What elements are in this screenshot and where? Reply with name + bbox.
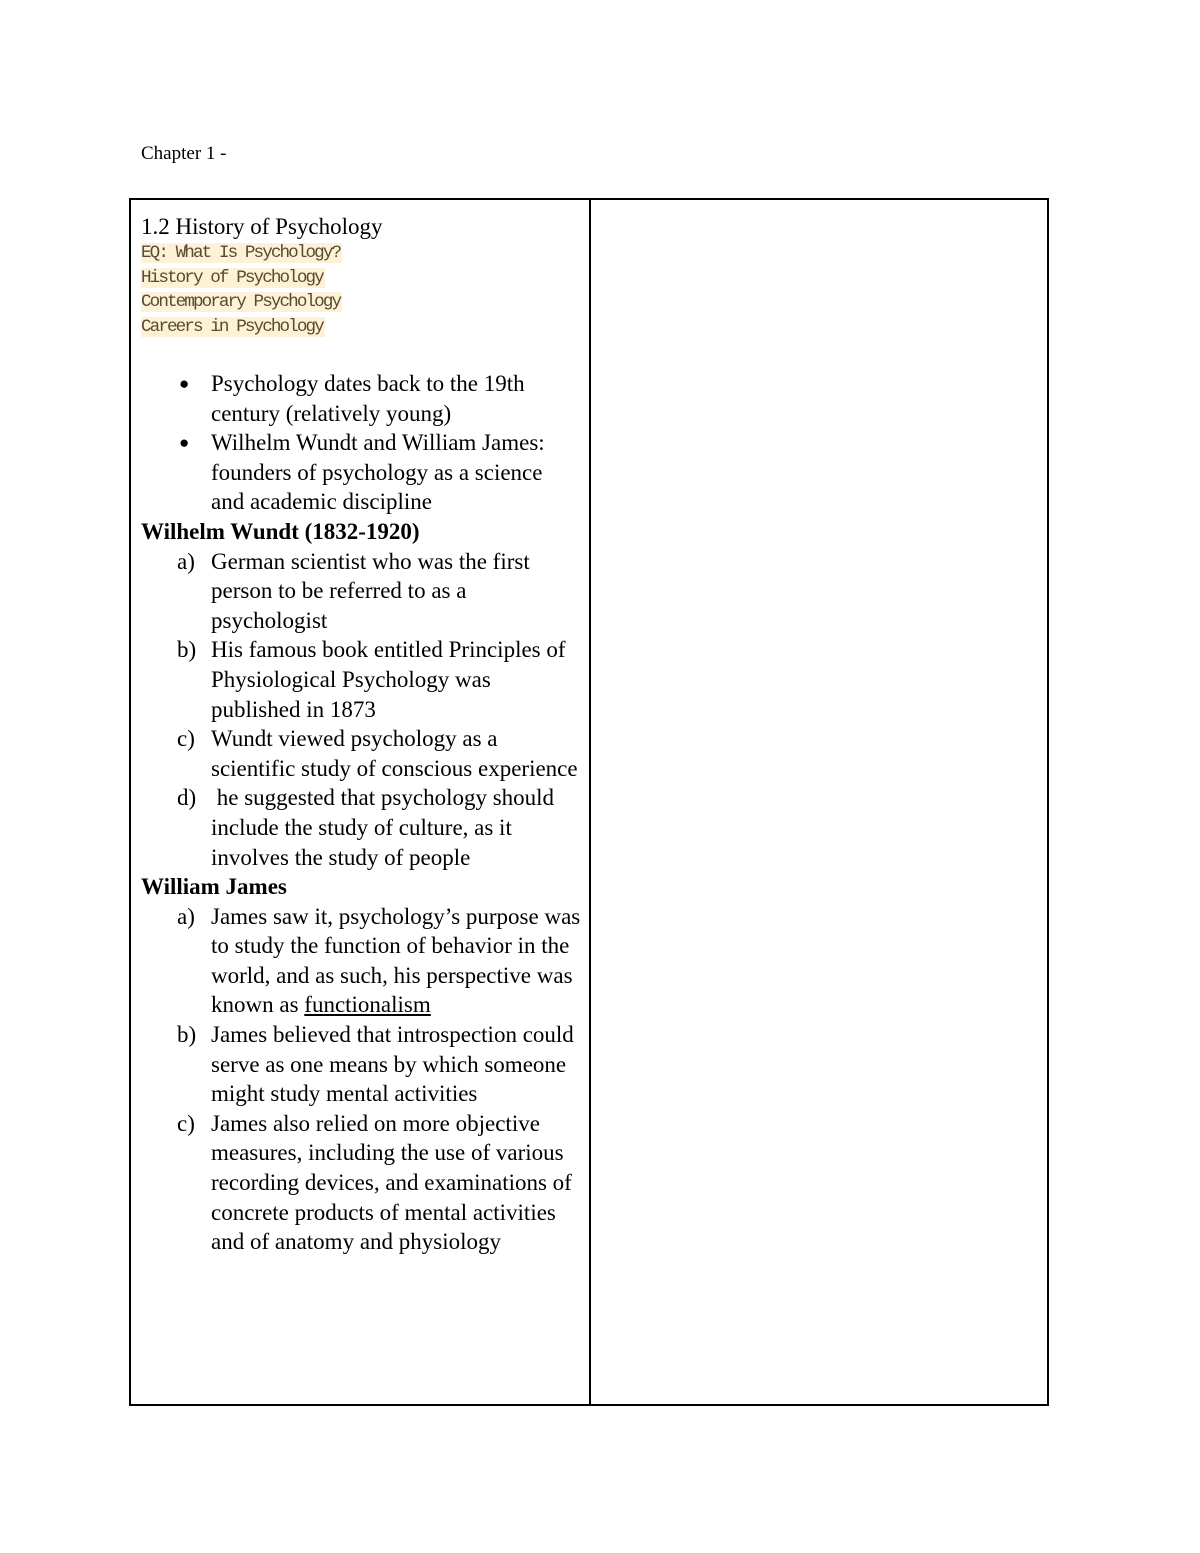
list-item-text [211, 902, 581, 1020]
bullet-icon: ● [179, 374, 190, 393]
list-marker: b) [177, 1022, 197, 1048]
list-item [141, 428, 589, 517]
intro-bullet-list [141, 369, 589, 517]
wundt-heading: Wilhelm Wundt (1832-1920) [141, 518, 420, 544]
outline-item: Careers in Psychology [141, 316, 323, 337]
list-item [141, 369, 589, 428]
chapter-label: Chapter 1 - [141, 143, 227, 164]
list-marker: c) [177, 1110, 195, 1136]
list-marker: b) [177, 637, 197, 663]
list-item [141, 635, 589, 724]
section-outline [141, 241, 589, 339]
bullet-text: Wilhelm Wundt and William James: founders of psychology as a science and academic discipline [211, 430, 545, 515]
list-item [141, 1020, 589, 1109]
list-marker: a) [177, 548, 195, 574]
list-item [141, 902, 589, 1020]
list-item [141, 547, 589, 636]
outline-item: Contemporary Psychology [141, 292, 341, 312]
list-item [141, 724, 589, 783]
outline-item: EQ: What Is Psychology? [141, 243, 341, 263]
outline-item: History of Psychology [141, 267, 323, 288]
notes-body [141, 369, 589, 1257]
bullet-text: Psychology dates back to the 19th century (relatively young) [211, 371, 525, 426]
list-item-text: German scientist who was the first person to be referred to as a psychologist [211, 548, 530, 633]
list-item [141, 783, 589, 872]
functionalism-term: functionalism [304, 992, 431, 1018]
wundt-list [141, 547, 589, 873]
list-item-text: James also relied on more objective measures, including the use of various recording devices, and examinations of concrete products of mental activities and of anatomy and physiology [211, 1110, 572, 1255]
list-marker: c) [177, 726, 195, 752]
list-item-text: Wundt viewed psychology as a scientific study of conscious experience [211, 726, 578, 781]
list-item [141, 1109, 589, 1257]
list-item-text: he suggested that psychology should include the study of culture, as it involves the study of people [211, 785, 560, 870]
james-list [141, 902, 589, 1257]
list-marker: a) [177, 903, 195, 929]
cornell-notes-table [129, 198, 1049, 1406]
list-item-text: His famous book entitled Principles of Physiological Psychology was published in 1873 [211, 637, 566, 722]
list-item-body: James saw it, psychology’s purpose was to study the function of behavior in the world, and as such, his perspective was known as [211, 903, 581, 1018]
james-heading: William James [141, 874, 287, 900]
list-item-text: James believed that introspection could serve as one means by which someone might study mental activities [211, 1022, 574, 1107]
bullet-icon: ● [179, 433, 190, 453]
section-title: 1.2 History of Psychology [141, 214, 383, 239]
notes-column [131, 200, 591, 1404]
cue-column [591, 200, 1047, 1404]
list-marker: d) [177, 785, 197, 811]
